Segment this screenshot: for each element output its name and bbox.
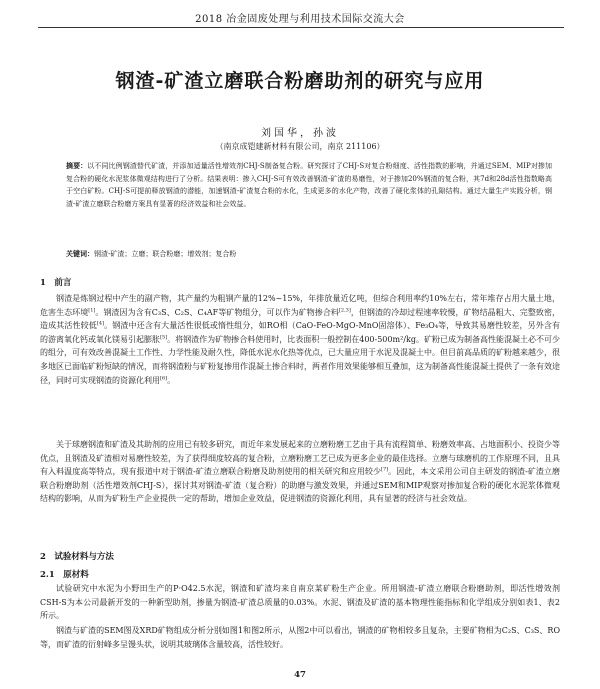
text-run: 。因此，本文采用公司自主研发的钢渣-矿渣立磨联合粉磨助剂（活性增效剂CHJ-S），探讨其对钢渣-矿渣（复合粉）的助磨与激发效果，并通过SEM和MIP观察对掺加复合粉的硬化水泥浆体微观结构的影响，从而为矿粉生产企业提供一定的帮助，增加企业效益，促进钢渣的资源化利用，具有显著的经济与社会效益。	[40, 467, 560, 504]
intro-paragraph-1	[40, 292, 560, 387]
affiliation: （南京成铠建新材料有限公司，南京 211106）	[215, 142, 385, 151]
abstract-text: 以不同比例钢渣替代矿渣，并添加适量活性增效剂CHJ-S制备复合粉。研究探讨了CHJ-S对复合粉细度、活性指数的影响，并通过SEM、MIP对掺加复合粉的硬化水泥浆体微观结构进行了分析。结果表明：掺入CHJ-S可有效改善钢渣-矿渣的易磨性，对于掺加20%钢渣的复合粉，其7d和28d活性指数略高于空白矿粉。CHJ-S可提前释放钢渣的潜能，加速钢渣-矿渣复合粉的水化，生成更多的水化产物，改善了硬化浆体的孔隙结构。通过大量生产实践分析，钢渣-矿渣立磨联合粉磨方案具有显著的经济效益和社会效益。	[66, 162, 553, 208]
text-run: 关于球磨钢渣和矿渣及其助剂的应用已有较多研究，而近年来发展起来的立磨粉磨工艺由于具有流程简单、粉磨效率高、占地面积小、投资少等优点，且钢渣及矿渣相对易磨性较差，为了获得细度较高的复合粉，立磨粉磨工艺已成为更多企业的最佳选择。立磨与球磨机的工作原理不同，且具有入料温度高等特点，现有报道中对于钢渣-矿渣立磨联合粉磨及助剂使用的相关研究和应用较少	[40, 440, 560, 477]
citation: [2,3]	[338, 306, 351, 313]
keywords	[66, 248, 552, 260]
keywords-label: 关键词：	[66, 249, 94, 258]
text-run: 。将钢渣作为矿物掺合料使用时，比表面积一般控制在400-500m²/kg。矿粉已成为制备高性能混凝土必不可少的组分，可有效改善混凝土工作性、力学性能及耐久性，降低水泥水化热等优点，已大量应用于水泥及混凝土中。但目前高品质的矿粉越来越少，很多地区已面临矿粉短缺的情况，而将钢渣粉与矿粉复掺用作混凝土掺合料时，两者作用效果能够相互叠加，这为制备高性能混凝土提供了一条有效途径，同时可实现钢渣的资源化利用	[40, 334, 561, 385]
citation: [7]	[381, 466, 389, 473]
keywords-text: 钢渣-矿渣；立磨；联合粉磨；增效剂；复合粉	[94, 250, 237, 258]
abstract-label: 摘要：	[66, 161, 88, 170]
citation: [4]	[96, 320, 105, 327]
citation: [1]	[88, 306, 96, 313]
intro-paragraph-2	[40, 438, 560, 506]
text-run: 钢渣是炼钢过程中产生的副产物，其产量约为粗钢产量的12%~15%，年排放量近亿吨，但综合利用率约10%左右，常年堆存占用大量土地，危害生态环境	[40, 294, 560, 317]
page-number: 47	[294, 670, 306, 680]
header-rule	[38, 27, 564, 28]
citation: [5]	[160, 334, 168, 341]
subsection-heading-raw-materials: 2.1 原材料	[40, 570, 89, 580]
section-heading-materials: 2 试验材料与方法	[40, 552, 114, 562]
paper-title: 钢渣-矿渣立磨联合粉磨助剂的研究与应用	[115, 70, 485, 92]
materials-paragraph-1: 试验研究中水泥为小野田生产的P·O42.5水泥，钢渣和矿渣均来自南京某矿粉生产企业。所用钢渣-矿渣立磨联合粉磨助剂，即活性增效剂CSH-S为本公司最新开发的一种新型助剂，掺量为钢渣-矿渣总质量的0.03%。水泥、钢渣及矿渣的基本物理性能指标和化学组成分别如表1、表2所示。	[40, 584, 560, 621]
text-run: 。钢渣因为含有C₃S、C₂S、C₄AF等矿物组分，可以作为矿物掺合料	[95, 307, 339, 317]
authors: 刘国华，孙波	[261, 128, 339, 139]
text-run: ，但钢渣的冷却过程速率较慢，矿物结晶粗大、完整致密，造成其活性较低	[40, 307, 560, 331]
text-run: 。	[167, 375, 176, 385]
citation: [6]	[160, 374, 168, 381]
running-head: 2018 冶金固废处理与利用技术国际交流大会	[195, 14, 405, 25]
text-run: 。钢渣中还含有大量活性很低或惰性组分，如RO相（CaO-FeO-MgO-MnO固溶体）、Fe₃O₄等，导致其易磨性较差，另外含有的游离氧化钙或氧化镁易引起膨胀	[40, 321, 561, 344]
section-heading-intro: 1 前言	[40, 278, 72, 288]
abstract	[66, 160, 552, 210]
materials-paragraph-2: 钢渣与矿渣的SEM图及XRD矿物组成分析分别如图1和图2所示，从图2中可以看出，钢渣的矿物相较多且复杂，主要矿物相为C₂S、C₃S、RO等，而矿渣的衍射峰多呈馒头状，说明其玻璃体含量较高，活性较好。	[40, 626, 560, 649]
